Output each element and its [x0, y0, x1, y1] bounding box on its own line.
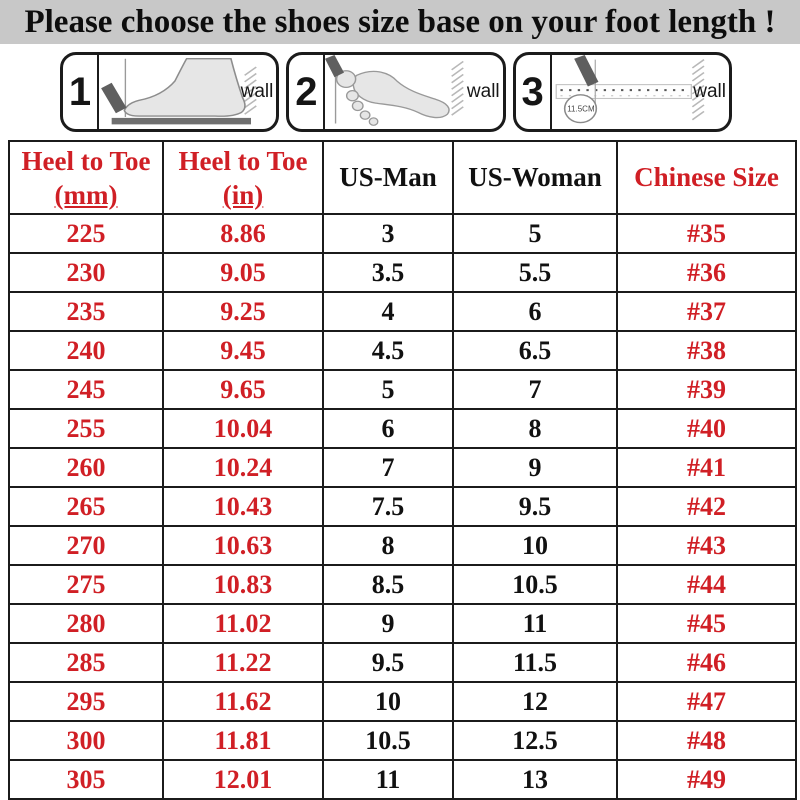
table-cell: 280	[9, 604, 163, 643]
table-cell: 235	[9, 292, 163, 331]
table-cell: 10.63	[163, 526, 323, 565]
table-cell: 295	[9, 682, 163, 721]
table-cell: 11.02	[163, 604, 323, 643]
table-row	[9, 682, 796, 721]
table-cell: #46	[617, 643, 796, 682]
table-cell: 6.5	[453, 331, 617, 370]
step-1-graphic	[99, 55, 276, 129]
table-cell: 11	[323, 760, 453, 799]
column-header-mm	[9, 141, 163, 214]
header-row	[9, 141, 796, 214]
wall-label: wall	[240, 81, 274, 102]
shoe-size-table	[8, 140, 797, 800]
table-cell: 10.04	[163, 409, 323, 448]
table-cell: 8.86	[163, 214, 323, 253]
table-cell: 9.5	[453, 487, 617, 526]
table-cell: 240	[9, 331, 163, 370]
column-header-us-man	[323, 141, 453, 214]
header-line1: Heel to Toe	[178, 145, 308, 176]
table-cell: #36	[617, 253, 796, 292]
table-cell: 9.45	[163, 331, 323, 370]
table-row	[9, 409, 796, 448]
table-cell: #42	[617, 487, 796, 526]
table-cell: 11.62	[163, 682, 323, 721]
table-row	[9, 565, 796, 604]
header-line1: Heel to Toe	[21, 145, 151, 176]
table-cell: 8	[453, 409, 617, 448]
header-line2: (mm)	[54, 179, 118, 210]
table-cell: 230	[9, 253, 163, 292]
table-cell: 12	[453, 682, 617, 721]
header-line2: (in)	[222, 179, 264, 210]
table-cell: 4	[323, 292, 453, 331]
table-row	[9, 526, 796, 565]
table-cell: 9	[323, 604, 453, 643]
table-cell: 9.05	[163, 253, 323, 292]
column-header-in	[163, 141, 323, 214]
table-cell: 9.5	[323, 643, 453, 682]
table-cell: 12.5	[453, 721, 617, 760]
step-2-panel	[286, 52, 505, 132]
table-cell: #49	[617, 760, 796, 799]
table-cell: 8.5	[323, 565, 453, 604]
step-3-number: 3	[516, 55, 552, 129]
table-row	[9, 604, 796, 643]
table-cell: 6	[453, 292, 617, 331]
column-header-chinese-size	[617, 141, 796, 214]
table-cell: 10.5	[323, 721, 453, 760]
table-row	[9, 760, 796, 799]
table-cell: 5	[323, 370, 453, 409]
measurement-instructions	[60, 52, 732, 132]
table-cell: 5	[453, 214, 617, 253]
table-cell: #45	[617, 604, 796, 643]
table-cell: 7.5	[323, 487, 453, 526]
table-cell: 270	[9, 526, 163, 565]
table-cell: 9.25	[163, 292, 323, 331]
table-row	[9, 331, 796, 370]
table-row	[9, 253, 796, 292]
step-1-number: 1	[63, 55, 99, 129]
step-2-graphic	[325, 55, 502, 129]
wall-label: wall	[466, 81, 500, 102]
table-cell: 10	[453, 526, 617, 565]
table-cell: 255	[9, 409, 163, 448]
table-cell: #41	[617, 448, 796, 487]
wall-label: wall	[693, 81, 726, 102]
table-cell: 10.5	[453, 565, 617, 604]
table-cell: #44	[617, 565, 796, 604]
table-cell: #43	[617, 526, 796, 565]
table-cell: 285	[9, 643, 163, 682]
table-row	[9, 721, 796, 760]
table-cell: 8	[323, 526, 453, 565]
page-title: Please choose the shoes size base on your foot length !	[24, 3, 776, 40]
table-cell: 260	[9, 448, 163, 487]
table-row	[9, 643, 796, 682]
table-cell: #39	[617, 370, 796, 409]
header-line1: US-Man	[339, 162, 437, 192]
table-cell: 3	[323, 214, 453, 253]
column-header-us-woman	[453, 141, 617, 214]
table-cell: 7	[323, 448, 453, 487]
table-cell: 12.01	[163, 760, 323, 799]
table-cell: 245	[9, 370, 163, 409]
table-cell: #38	[617, 331, 796, 370]
table-cell: 265	[9, 487, 163, 526]
header-line1: US-Woman	[468, 162, 602, 192]
table-cell: 275	[9, 565, 163, 604]
table-cell: 11.81	[163, 721, 323, 760]
header-line1: Chinese Size	[634, 162, 779, 192]
table-row	[9, 370, 796, 409]
table-cell: 3.5	[323, 253, 453, 292]
table-cell: 7	[453, 370, 617, 409]
table-cell: 6	[323, 409, 453, 448]
table-cell: 305	[9, 760, 163, 799]
table-cell: #40	[617, 409, 796, 448]
step-1-panel	[60, 52, 279, 132]
table-cell: 13	[453, 760, 617, 799]
table-cell: #47	[617, 682, 796, 721]
table-cell: 11.22	[163, 643, 323, 682]
table-row	[9, 448, 796, 487]
table-cell: #35	[617, 214, 796, 253]
table-cell: 5.5	[453, 253, 617, 292]
table-cell: 10.83	[163, 565, 323, 604]
table-cell: 11	[453, 604, 617, 643]
table-cell: 4.5	[323, 331, 453, 370]
table-cell: 10.43	[163, 487, 323, 526]
step-3-panel	[513, 52, 732, 132]
table-cell: #37	[617, 292, 796, 331]
table-cell: 9	[453, 448, 617, 487]
table-cell: #48	[617, 721, 796, 760]
size-table-header	[9, 141, 796, 214]
step-2-number: 2	[289, 55, 325, 129]
size-table-body	[9, 214, 796, 799]
ruler-measurement-label: 11.5CM	[567, 104, 595, 114]
table-row	[9, 214, 796, 253]
table-cell: 9.65	[163, 370, 323, 409]
table-row	[9, 292, 796, 331]
title-bar	[0, 0, 800, 44]
table-cell: 225	[9, 214, 163, 253]
table-row	[9, 487, 796, 526]
table-cell: 10	[323, 682, 453, 721]
table-cell: 10.24	[163, 448, 323, 487]
step-3-graphic	[552, 55, 729, 129]
table-cell: 300	[9, 721, 163, 760]
table-cell: 11.5	[453, 643, 617, 682]
